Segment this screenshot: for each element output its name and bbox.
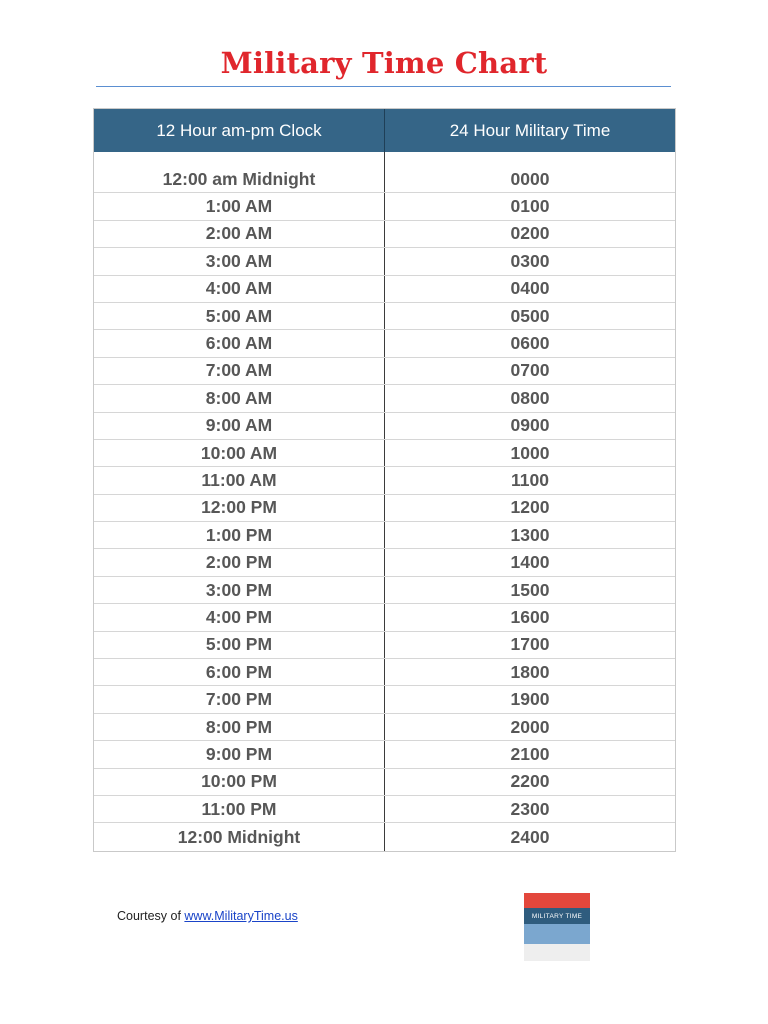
cell-24-hour: 1200 <box>510 497 550 518</box>
cell-24-hour: 1300 <box>510 524 550 545</box>
cell-24-hour: 0300 <box>510 250 550 271</box>
cell-12-hour: 10:00 AM <box>94 440 385 466</box>
cell-24-hour: 1500 <box>510 579 550 600</box>
cell-12-hour: 1:00 AM <box>94 193 385 219</box>
conversion-table <box>93 108 676 852</box>
cell-24-hour: 0900 <box>510 415 550 436</box>
cell-12-hour: 3:00 AM <box>94 248 385 274</box>
cell-24-hour: 2200 <box>510 771 550 792</box>
table-row <box>94 714 675 741</box>
table-row <box>94 823 675 850</box>
header-12-hour: 12 Hour am-pm Clock <box>94 109 385 152</box>
cell-12-hour: 7:00 PM <box>94 686 385 712</box>
courtesy-link[interactable]: www.MilitaryTime.us <box>184 909 298 923</box>
logo-text: MILITARY TIME <box>524 908 590 924</box>
table-row <box>94 303 675 330</box>
table-row <box>94 221 675 248</box>
table-row <box>94 248 675 275</box>
cell-12-hour: 4:00 PM <box>94 604 385 630</box>
cell-12-hour: 1:00 PM <box>94 522 385 548</box>
cell-12-hour: 6:00 PM <box>94 659 385 685</box>
cell-12-hour: 2:00 PM <box>94 549 385 575</box>
cell-12-hour: 3:00 PM <box>94 577 385 603</box>
cell-24-hour: 0800 <box>510 387 550 408</box>
cell-12-hour: 12:00 PM <box>94 495 385 521</box>
cell-24-hour: 0600 <box>510 333 550 354</box>
cell-12-hour: 5:00 PM <box>94 632 385 658</box>
table-row <box>94 330 675 357</box>
military-time-logo <box>524 893 590 961</box>
cell-24-hour: 1700 <box>510 634 550 655</box>
cell-12-hour: 2:00 AM <box>94 221 385 247</box>
cell-24-hour: 0500 <box>510 305 550 326</box>
table-row <box>94 659 675 686</box>
cell-12-hour: 12:00 am Midnight <box>94 166 385 192</box>
table-row <box>94 495 675 522</box>
table-row <box>94 467 675 494</box>
table-row <box>94 522 675 549</box>
table-body <box>94 152 675 851</box>
table-row <box>94 358 675 385</box>
cell-24-hour: 2100 <box>510 743 550 764</box>
cell-24-hour: 0700 <box>510 360 550 381</box>
cell-24-hour: 1000 <box>510 442 550 463</box>
cell-12-hour: 9:00 PM <box>94 741 385 767</box>
cell-24-hour: 2000 <box>510 716 550 737</box>
table-row <box>94 769 675 796</box>
cell-12-hour: 5:00 AM <box>94 303 385 329</box>
table-row <box>94 385 675 412</box>
cell-12-hour: 12:00 Midnight <box>94 823 385 850</box>
cell-24-hour: 1800 <box>510 661 550 682</box>
cell-24-hour: 0200 <box>510 223 550 244</box>
cell-24-hour: 2400 <box>510 826 550 847</box>
cell-24-hour: 1600 <box>510 606 550 627</box>
table-row <box>94 276 675 303</box>
cell-12-hour: 9:00 AM <box>94 413 385 439</box>
courtesy-note <box>117 909 298 923</box>
cell-24-hour: 1100 <box>511 469 549 490</box>
table-row <box>94 604 675 631</box>
cell-12-hour: 8:00 AM <box>94 385 385 411</box>
logo-red-band <box>524 893 590 908</box>
courtesy-prefix: Courtesy of <box>117 909 185 923</box>
table-row <box>94 166 675 193</box>
table-body-spacer <box>94 152 675 166</box>
cell-12-hour: 4:00 AM <box>94 276 385 302</box>
table-row <box>94 796 675 823</box>
table-row <box>94 741 675 768</box>
cell-12-hour: 7:00 AM <box>94 358 385 384</box>
table-header <box>94 109 675 152</box>
title-divider <box>96 86 671 87</box>
cell-12-hour: 10:00 PM <box>94 769 385 795</box>
table-row <box>94 193 675 220</box>
table-row <box>94 632 675 659</box>
cell-24-hour: 0000 <box>510 168 550 189</box>
logo-gray-band <box>524 944 590 961</box>
page-title: Military Time Chart <box>220 46 548 80</box>
cell-24-hour: 2300 <box>510 798 550 819</box>
table-row <box>94 549 675 576</box>
cell-24-hour: 1900 <box>510 689 550 710</box>
table-row <box>94 686 675 713</box>
table-row <box>94 440 675 467</box>
cell-24-hour: 1400 <box>510 552 550 573</box>
cell-12-hour: 6:00 AM <box>94 330 385 356</box>
logo-light-blue-band <box>524 924 590 944</box>
cell-12-hour: 8:00 PM <box>94 714 385 740</box>
cell-12-hour: 11:00 AM <box>94 467 385 493</box>
cell-24-hour: 0400 <box>510 278 550 299</box>
table-row <box>94 577 675 604</box>
cell-24-hour: 0100 <box>510 196 550 217</box>
cell-12-hour: 11:00 PM <box>94 796 385 822</box>
table-row <box>94 413 675 440</box>
header-24-hour: 24 Hour Military Time <box>449 120 611 140</box>
